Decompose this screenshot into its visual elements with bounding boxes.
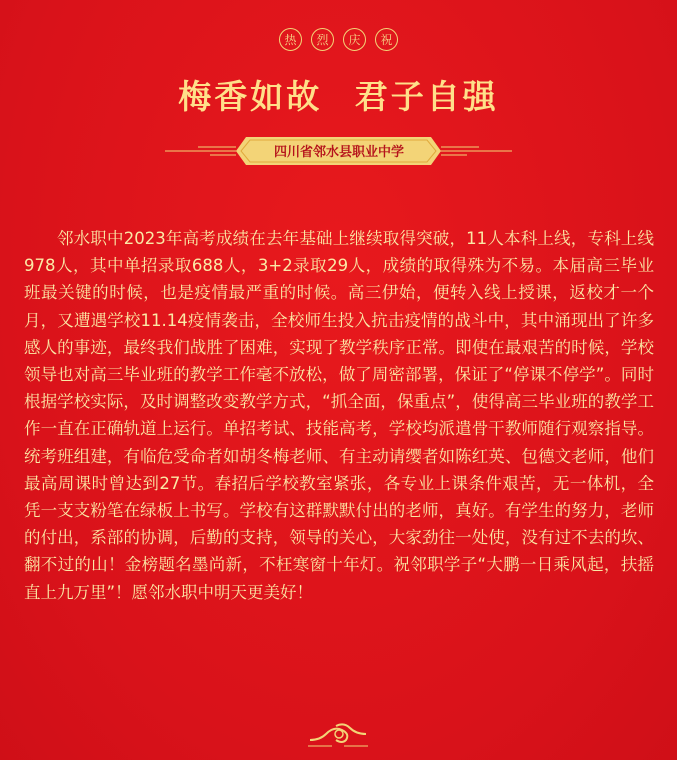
badge-qing: 庆	[343, 28, 366, 51]
badge-zhu: 祝	[375, 28, 398, 51]
school-name: 四川省邻水县职业中学	[273, 145, 404, 160]
article-body: 邻水职中2023年高考成绩在去年基础上继续取得突破，11人本科上线，专科上线978人，其中单招录取688人，3+2录取29人，成绩的取得殊为不易。本届高三毕业班最关键的时候，也是疫情最严重的时候。高三伊始，便转入线上授课，返校才一个月，又遭遇学校11.14疫情袭击，全校师生投入抗击疫情的战斗中，其中涌现出了许多感人的事迹，最终我们战胜了困难，实现了教学秩序正常。即使在最艰苦的时候，学校领导也对高三毕业班的教学工作毫不放松，做了周密部署，保证了“停课不停学”。同时根据学校实际，及时调整改变教学方式，“抓全面，保重点”，使得高三毕业班的教学工作一直在正确轨道上运行。单招考试、技能高考，学校均派遣骨干教师随行观察指导。统考班组建，有临危受命者如胡冬梅老师、有主动请缨者如陈红英、包德文老师，他们最高周课时曾达到27节。春招后学校教室紧张，各专业上课条件艰苦，无一体机，全凭一支支粉笔在绿板上书写。学校有这群默默付出的老师，真好。有学生的努力，老师的付出，系部的协调，后勤的支持，领导的关心，大家劲往一处使，没有过不去的坎、翻不过的山！金榜题名墨尚新，不枉寒窗十年灯。祝邻职学子“大鹏一日乘风起，扶摇直上九万里”！愿邻水职中明天更美好！	[24, 229, 654, 602]
page-title: 梅香如故 君子自强	[178, 77, 499, 116]
badge-re: 热	[279, 28, 302, 51]
school-banner	[0, 133, 677, 165]
celebration-badges	[0, 28, 677, 51]
auspicious-cloud-ornament-icon	[306, 716, 370, 750]
badge-lie: 烈	[311, 28, 334, 51]
